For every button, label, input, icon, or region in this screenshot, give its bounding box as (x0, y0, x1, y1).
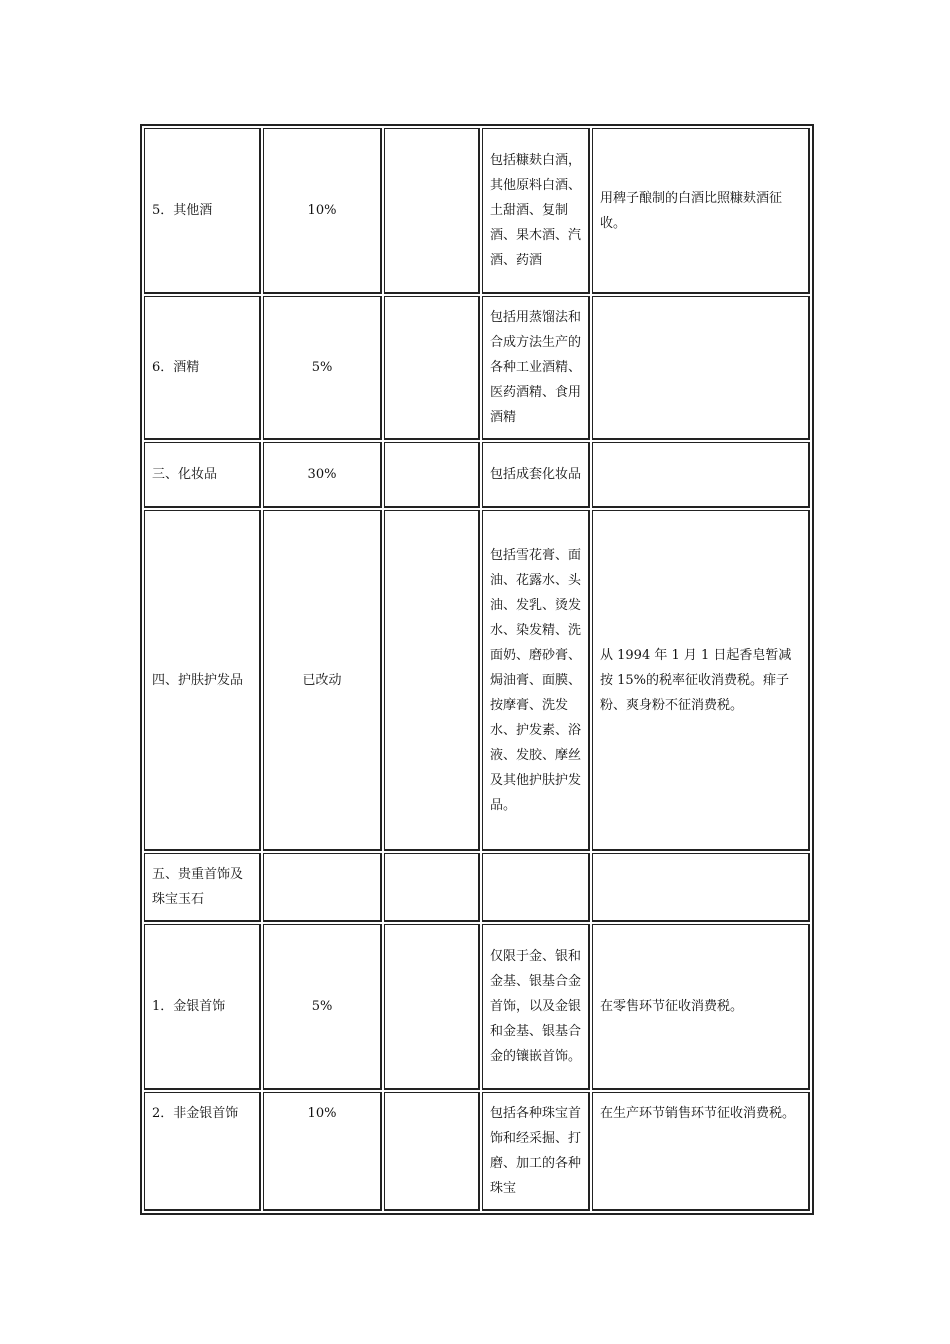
scope-description-cell (482, 853, 590, 922)
tax-rate-cell: 5% (263, 924, 382, 1090)
consumption-tax-table (140, 124, 814, 1215)
blank-cell (384, 510, 480, 851)
blank-cell (384, 853, 480, 922)
scope-description-cell: 包括成套化妆品 (482, 442, 590, 508)
note-cell: 在生产环节销售环节征收消费税。 (592, 1092, 810, 1211)
tax-rate-cell: 5% (263, 296, 382, 440)
scope-description-cell: 包括雪花膏、面油、花露水、头油、发乳、烫发水、染发精、洗面奶、磨砂膏、焗油膏、面膜、按摩膏、洗发水、护发素、浴液、发胶、摩丝及其他护肤护发品。 (482, 510, 590, 851)
tax-rate-cell: 10% (263, 128, 382, 294)
tax-rate-cell: 30% (263, 442, 382, 508)
note-cell: 用稗子酿制的白酒比照糠麸酒征收。 (592, 128, 810, 294)
item-name-cell: 五、贵重首饰及珠宝玉石 (144, 853, 261, 922)
item-name-cell: 2．非金银首饰 (144, 1092, 261, 1211)
scope-description-cell: 包括各种珠宝首饰和经采掘、打磨、加工的各种珠宝 (482, 1092, 590, 1211)
note-cell (592, 296, 810, 440)
table-row (144, 510, 810, 851)
scope-description-cell: 仅限于金、银和金基、银基合金首饰，以及金银和金基、银基合金的镶嵌首饰。 (482, 924, 590, 1090)
item-name-cell: 6．酒精 (144, 296, 261, 440)
item-name-cell: 三、化妆品 (144, 442, 261, 508)
blank-cell (384, 442, 480, 508)
note-cell (592, 853, 810, 922)
blank-cell (384, 128, 480, 294)
blank-cell (384, 924, 480, 1090)
table-row (144, 924, 810, 1090)
table-row (144, 853, 810, 922)
item-name-cell: 四、护肤护发品 (144, 510, 261, 851)
table-row (144, 1092, 810, 1211)
table-row (144, 296, 810, 440)
tax-rate-cell: 10% (263, 1092, 382, 1211)
note-cell: 从 1994 年 1 月 1 日起香皂暂减按 15%的税率征收消费税。痱子粉、爽身粉不征消费税。 (592, 510, 810, 851)
blank-cell (384, 1092, 480, 1211)
tax-rate-cell (263, 853, 382, 922)
item-name-cell: 1．金银首饰 (144, 924, 261, 1090)
item-name-cell: 5．其他酒 (144, 128, 261, 294)
table-row (144, 442, 810, 508)
scope-description-cell: 包括糠麸白酒，其他原料白酒、土甜酒、复制酒、果木酒、汽酒、药酒 (482, 128, 590, 294)
scope-description-cell: 包括用蒸馏法和合成方法生产的各种工业酒精、医药酒精、食用酒精 (482, 296, 590, 440)
tax-rate-cell: 已改动 (263, 510, 382, 851)
note-cell: 在零售环节征收消费税。 (592, 924, 810, 1090)
note-cell (592, 442, 810, 508)
table-row (144, 128, 810, 294)
blank-cell (384, 296, 480, 440)
